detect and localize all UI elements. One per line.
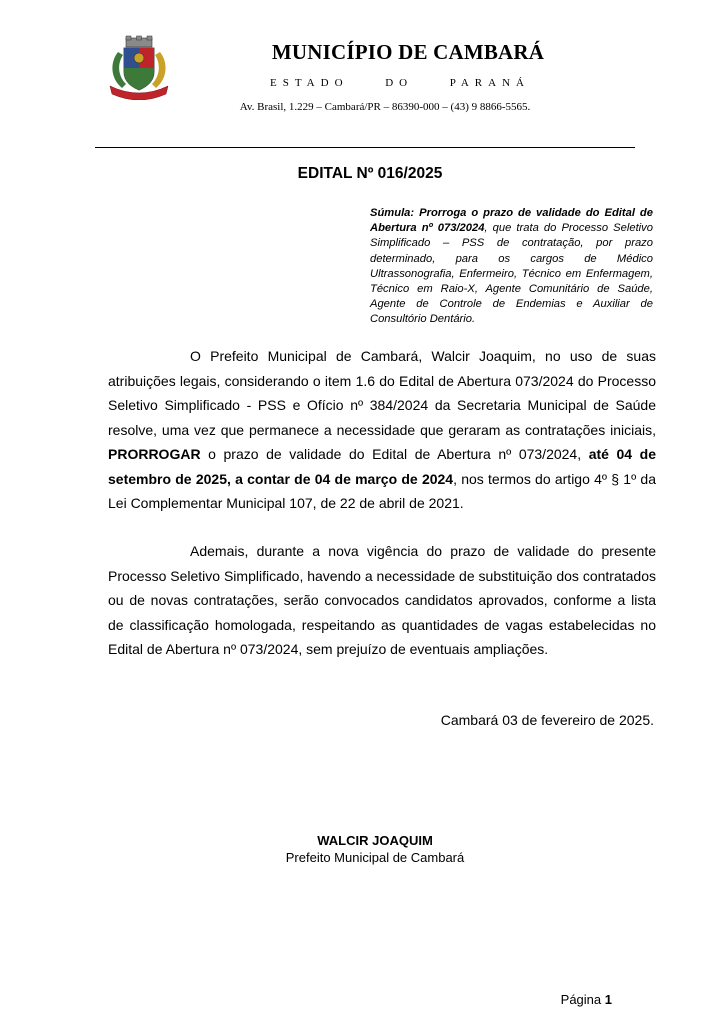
state-word: ESTADO	[270, 77, 349, 89]
state-word: DO	[385, 77, 414, 89]
date-line: Cambará 03 de fevereiro de 2025.	[440, 712, 654, 728]
paragraph-text: , nos termos do artigo 4º § 1º da Lei Complementar Municipal 107, de 22 de abril de 2021.	[108, 470, 656, 511]
signatory-role: Prefeito Municipal de Cambará	[285, 850, 465, 865]
body-paragraph-1	[108, 344, 656, 516]
state-line	[270, 77, 530, 89]
state-word: PARANÁ	[449, 77, 530, 89]
sumula-bold: Súmula: Prorroga o prazo de validade do Edital de Abertura nº 073/2024	[370, 207, 653, 235]
paragraph-text: o prazo de validade do Edital de Abertura nº 073/2024,	[200, 446, 589, 462]
municipal-coat-of-arms	[104, 34, 174, 100]
body-paragraph-2	[108, 539, 656, 662]
paragraph-text: O Prefeito Municipal de Cambará, Walcir Joaquim, no uso de suas atribuições legais, considerando o item 1.6 do Edital de Abertura 073/2024 do Processo Seletivo Simplificado - PSS e Ofício nº 384/2024 da Secretaria Municipal de Saúde resolve, uma vez que permanece a necessidade que geraram as contratações iniciais,	[108, 348, 656, 438]
paragraph-bold: até 04 de setembro de 2025, a contar de 04 de março de 2024	[108, 446, 656, 487]
page-number-value: 1	[604, 992, 612, 1007]
page-label: Página	[560, 992, 602, 1007]
sumula-summary	[370, 206, 653, 328]
paragraph-text: Ademais, durante a nova vigência do prazo de validade do presente Processo Seletivo Simplificado, havendo a necessidade de substituição dos contratados ou de novas contratações, serão convocados candidatos aprovados, conforme a lista de classificação homologada, respeitando as quantidades de vagas estabelecidas no Edital de Abertura nº 073/2024, sem prejuízo de eventuais ampliações.	[108, 543, 656, 657]
sumula-text: , que trata do Processo Seletivo Simplificado – PSS de contratação, por prazo determinado, para os cargos de Médico Ultrassonografia, Enfermeiro, Técnico em Enfermagem, Técnico em Raio-X, Agente Comunitário de Saúde, Agente de Controle de Endemias e Auxiliar de Consultório Dentário.	[370, 222, 653, 326]
municipality-name: MUNICÍPIO DE CAMBARÁ	[271, 40, 545, 64]
edital-title: EDITAL Nº 016/2025	[297, 165, 443, 182]
signatory-name: WALCIR JOAQUIM	[317, 833, 433, 848]
header-divider	[95, 147, 635, 148]
municipality-address: Av. Brasil, 1.229 – Cambará/PR – 86390-000 – (43) 9 8866-5565.	[239, 101, 531, 113]
page-number	[540, 992, 612, 1007]
paragraph-bold: PRORROGAR	[108, 446, 201, 462]
